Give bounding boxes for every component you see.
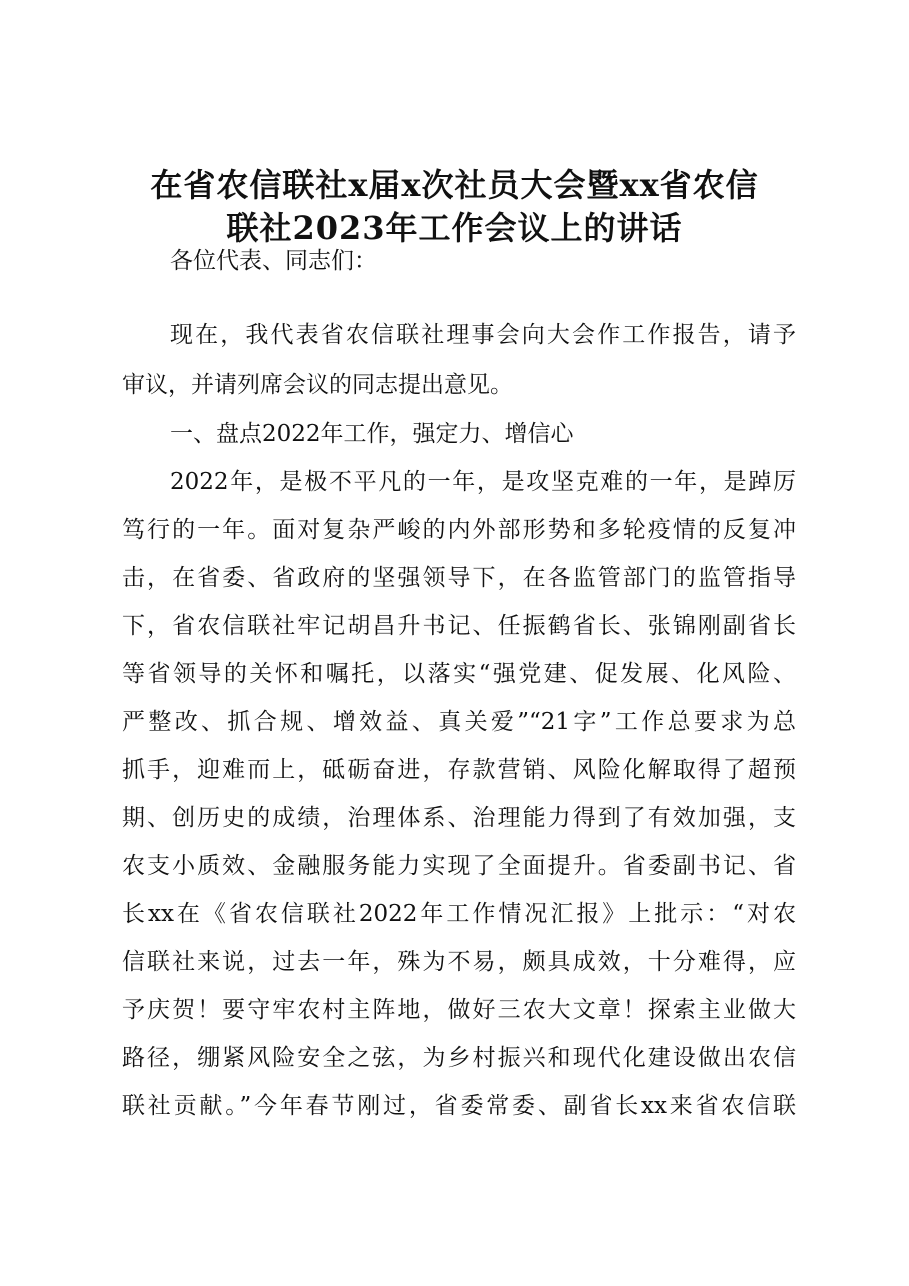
section-heading: 一、盘点2022年工作，强定力、增信心 bbox=[170, 421, 574, 447]
body-line: 长xx在《省农信联社2022年工作情况汇报》上批示：“对农 bbox=[122, 901, 796, 927]
body-line: 2022年，是极不平凡的一年，是攻坚克难的一年，是踔厉 bbox=[170, 469, 796, 495]
body-line: 农支小质效、金融服务能力实现了全面提升。省委副书记、省 bbox=[122, 853, 796, 879]
document-title-line-1: 在省农信联社x届x次社员大会暨xx省农信 bbox=[150, 166, 759, 204]
body-line: 审议，并请列席会议的同志提出意见。 bbox=[122, 372, 513, 398]
body-line: 等省领导的关怀和嘱托，以落实“强党建、促发展、化风险、 bbox=[122, 661, 796, 687]
body-line: 笃行的一年。面对复杂严峻的内外部形势和多轮疫情的反复冲 bbox=[122, 517, 796, 543]
body-line: 信联社来说，过去一年，殊为不易，颇具成效，十分难得，应 bbox=[122, 949, 796, 975]
body-line: 抓手，迎难而上，砥砺奋进，存款营销、风险化解取得了超预 bbox=[122, 757, 796, 783]
body-line: 严整改、抓合规、增效益、真关爱”“21字”工作总要求为总 bbox=[122, 709, 796, 735]
body-line: 击，在省委、省政府的坚强领导下，在各监管部门的监管指导 bbox=[122, 565, 796, 591]
body-line: 联社贡献。”今年春节刚过，省委常委、副省长xx来省农信联 bbox=[122, 1093, 796, 1119]
body-line: 路径，绷紧风险安全之弦，为乡村振兴和现代化建设做出农信 bbox=[122, 1045, 796, 1071]
body-line: 现在，我代表省农信联社理事会向大会作工作报告，请予 bbox=[170, 322, 796, 348]
salutation: 各位代表、同志们： bbox=[170, 248, 377, 274]
body-line: 下，省农信联社牢记胡昌升书记、任振鹤省长、张锦刚副省长 bbox=[122, 613, 796, 639]
body-line: 予庆贺！要守牢农村主阵地，做好三农大文章！探索主业做大 bbox=[122, 997, 796, 1023]
body-line: 期、创历史的成绩，治理体系、治理能力得到了有效加强，支 bbox=[122, 805, 796, 831]
document-title-line-2: 联社2023年工作会议上的讲话 bbox=[226, 209, 683, 247]
